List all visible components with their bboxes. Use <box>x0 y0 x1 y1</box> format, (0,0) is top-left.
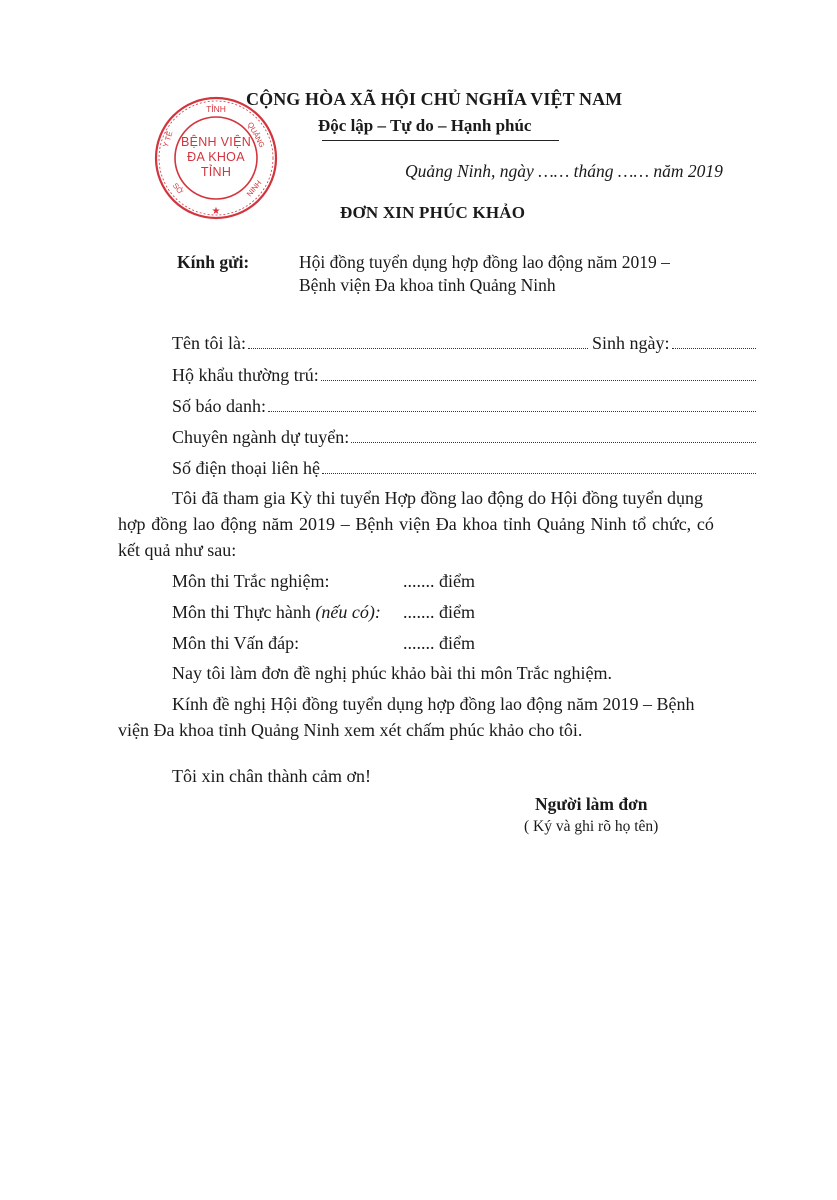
stamp-line-3: TỈNH <box>200 165 232 179</box>
recipient-line-2: Bệnh viện Đa khoa tỉnh Quảng Ninh <box>299 275 556 295</box>
dob-blank[interactable] <box>672 347 756 349</box>
svg-text:★: ★ <box>211 206 221 217</box>
score-subject: Môn thi Vấn đáp: <box>172 633 300 653</box>
score-points[interactable]: ....... điểm <box>403 571 475 591</box>
proposal-line-2: viện Đa khoa tỉnh Quảng Ninh xem xét chấm phúc khảo cho tôi. <box>118 720 583 740</box>
name-blank[interactable] <box>248 347 588 349</box>
name-label: Tên tôi là: <box>172 333 246 353</box>
stamp-line-2: ĐA KHOA <box>187 150 245 164</box>
national-motto: Độc lập – Tự do – Hạnh phúc <box>318 116 532 135</box>
svg-text:SỞ: SỞ <box>170 181 186 196</box>
name-field[interactable] <box>172 333 590 357</box>
svg-text:NINH: NINH <box>244 178 264 199</box>
recipient-line-1: Hội đồng tuyển dụng hợp đồng lao động năm 2019 – <box>299 252 670 272</box>
residence-blank[interactable] <box>321 379 756 381</box>
signature-note[interactable]: ( Ký và ghi rõ họ tên) <box>524 818 659 835</box>
major-blank[interactable] <box>351 441 756 443</box>
major-field[interactable] <box>172 427 758 451</box>
candidate-number-label: Số báo danh: <box>172 396 266 416</box>
thanks-line: Tôi xin chân thành cảm ơn! <box>172 766 371 786</box>
dob-label: Sinh ngày: <box>592 333 670 353</box>
hospital-stamp <box>150 92 282 224</box>
phone-field[interactable] <box>172 458 758 482</box>
recipient-label: Kính gửi: <box>177 252 250 272</box>
intro-line-1: Tôi đã tham gia Kỳ thi tuyển Hợp đồng lao động do Hội đồng tuyển dụng <box>172 488 703 508</box>
phone-label: Số điện thoại liên hệ <box>172 458 320 478</box>
score-subject <box>172 602 381 623</box>
signer-title: Người làm đơn <box>535 794 648 814</box>
intro-line-3: kết quả như sau: <box>118 540 237 560</box>
request-line: Nay tôi làm đơn đề nghị phúc khảo bài thi môn Trắc nghiệm. <box>172 663 612 683</box>
svg-text:Y TẾ: Y TẾ <box>160 130 175 149</box>
candidate-number-field[interactable] <box>172 396 758 420</box>
score-points[interactable]: ....... điểm <box>403 602 475 622</box>
residence-field[interactable] <box>172 365 758 389</box>
svg-text:TỈNH: TỈNH <box>206 104 226 114</box>
stamp-line-1: BỆNH VIỆN <box>180 135 252 149</box>
major-label: Chuyên ngành dự tuyển: <box>172 427 350 447</box>
score-subject-note: (nếu có): <box>315 602 381 622</box>
document-title: ĐƠN XIN PHÚC KHẢO <box>340 203 526 222</box>
intro-line-2: hợp đồng lao động năm 2019 – Bệnh viện Đa khoa tỉnh Quảng Ninh tổ chức, có <box>118 514 714 534</box>
phone-blank[interactable] <box>322 472 756 474</box>
proposal-line-1: Kính đề nghị Hội đồng tuyển dụng hợp đồng lao động năm 2019 – Bệnh <box>172 694 695 714</box>
residence-label: Hộ khẩu thường trú: <box>172 365 319 385</box>
national-title: CỘNG HÒA XÃ HỘI CHỦ NGHĨA VIỆT NAM <box>246 89 623 109</box>
dob-field[interactable] <box>592 333 758 357</box>
candidate-number-blank[interactable] <box>268 410 756 412</box>
score-points[interactable]: ....... điểm <box>403 633 475 653</box>
motto-underline <box>322 140 559 141</box>
place-date: Quảng Ninh, ngày …… tháng …… năm 2019 <box>405 161 723 181</box>
score-subject: Môn thi Trắc nghiệm: <box>172 571 330 591</box>
svg-text:QUẢNG: QUẢNG <box>245 120 267 150</box>
score-subject-text: Môn thi Thực hành <box>172 602 316 622</box>
